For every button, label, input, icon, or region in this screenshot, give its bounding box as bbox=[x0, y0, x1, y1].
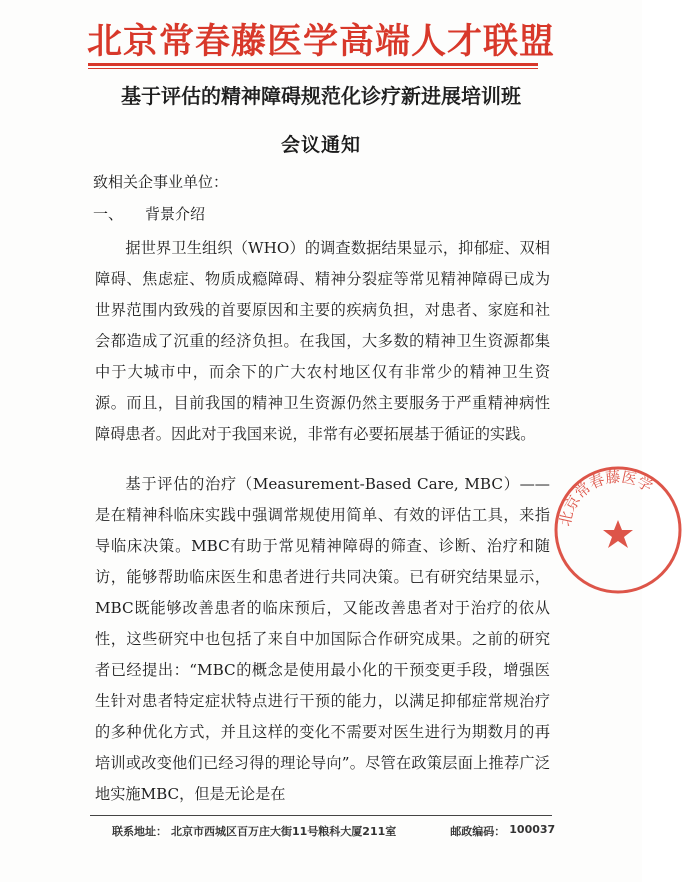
footer bbox=[112, 823, 555, 839]
postcode-value: 100037 bbox=[509, 823, 556, 836]
seal-lettering: 北京常春藤医学 bbox=[555, 467, 656, 528]
section-number: 一、 bbox=[93, 205, 124, 223]
section-title: 背景介绍 bbox=[145, 205, 206, 223]
body-paragraph-2 bbox=[95, 469, 550, 810]
official-seal-stamp bbox=[548, 460, 688, 600]
footer-postcode bbox=[450, 823, 555, 839]
salutation: 致相关企事业单位： bbox=[93, 173, 229, 191]
section-heading bbox=[93, 203, 205, 224]
postcode-label: 邮政编码： bbox=[450, 825, 506, 838]
document-heading: 会议通知 bbox=[280, 134, 361, 156]
program-title: 基于评估的精神障碍规范化诊疗新进展培训班 bbox=[121, 84, 521, 108]
paragraph-text: 据世界卫生组织（WHO）的调查数据结果显示，抑郁症、双相障碍、焦虑症、物质成瘾障碍、精神分裂症等常见精神障碍已成为世界范围内致残的首要原因和主要的疾病负担，对患者、家庭和社会都造成了沉重的经济负担。在我国，大多数的精神卫生资源都集中于大城市中，而余下的广大农村地区仅有非常少的精神卫生资源。而且，目前我国的精神卫生资源仍然主要服务于严重精神病性障碍患者。因此对于我国来说，非常有必要拓展基于循证的实践。 bbox=[95, 239, 550, 443]
organization-title: 北京常春藤医学高端人才联盟 bbox=[86, 22, 555, 62]
paragraph-text: 基于评估的治疗（Measurement-Based Care, MBC）——是在精神科临床实践中强调常规使用简单、有效的评估工具，来指导临床决策。MBC有助于常见精神障碍的筛查、诊断、治疗和随访，能够帮助临床医生和患者进行共同决策。已有研究结果显示，MBC既能够改善患者的临床预后，又能改善患者对于治疗的依从性，这些研究中也包括了来自中加国际合作研究成果。之前的研究者已经提出：“MBC的概念是使用最小化的干预变更手段，增强医生针对患者特定症状特点进行干预的能力，以满足抑郁症常规治疗的多种优化方式，并且这样的变化不需要对医生进行为期数月的再培训或改变他们已经习得的理论导向”。尽管在政策层面上推荐广泛地实施MBC，但是无论是在 bbox=[95, 475, 550, 803]
letterhead-rule-thick bbox=[88, 63, 538, 66]
address-label: 联系地址： bbox=[112, 825, 167, 838]
seal-star-icon bbox=[603, 520, 633, 548]
footer-rule bbox=[90, 815, 552, 816]
address-value: 北京市西城区百万庄大街11号粮科大厦211室 bbox=[171, 825, 397, 838]
body-paragraph-1 bbox=[95, 233, 550, 450]
footer-address bbox=[112, 823, 396, 839]
letterhead-rule-thin bbox=[88, 68, 538, 69]
